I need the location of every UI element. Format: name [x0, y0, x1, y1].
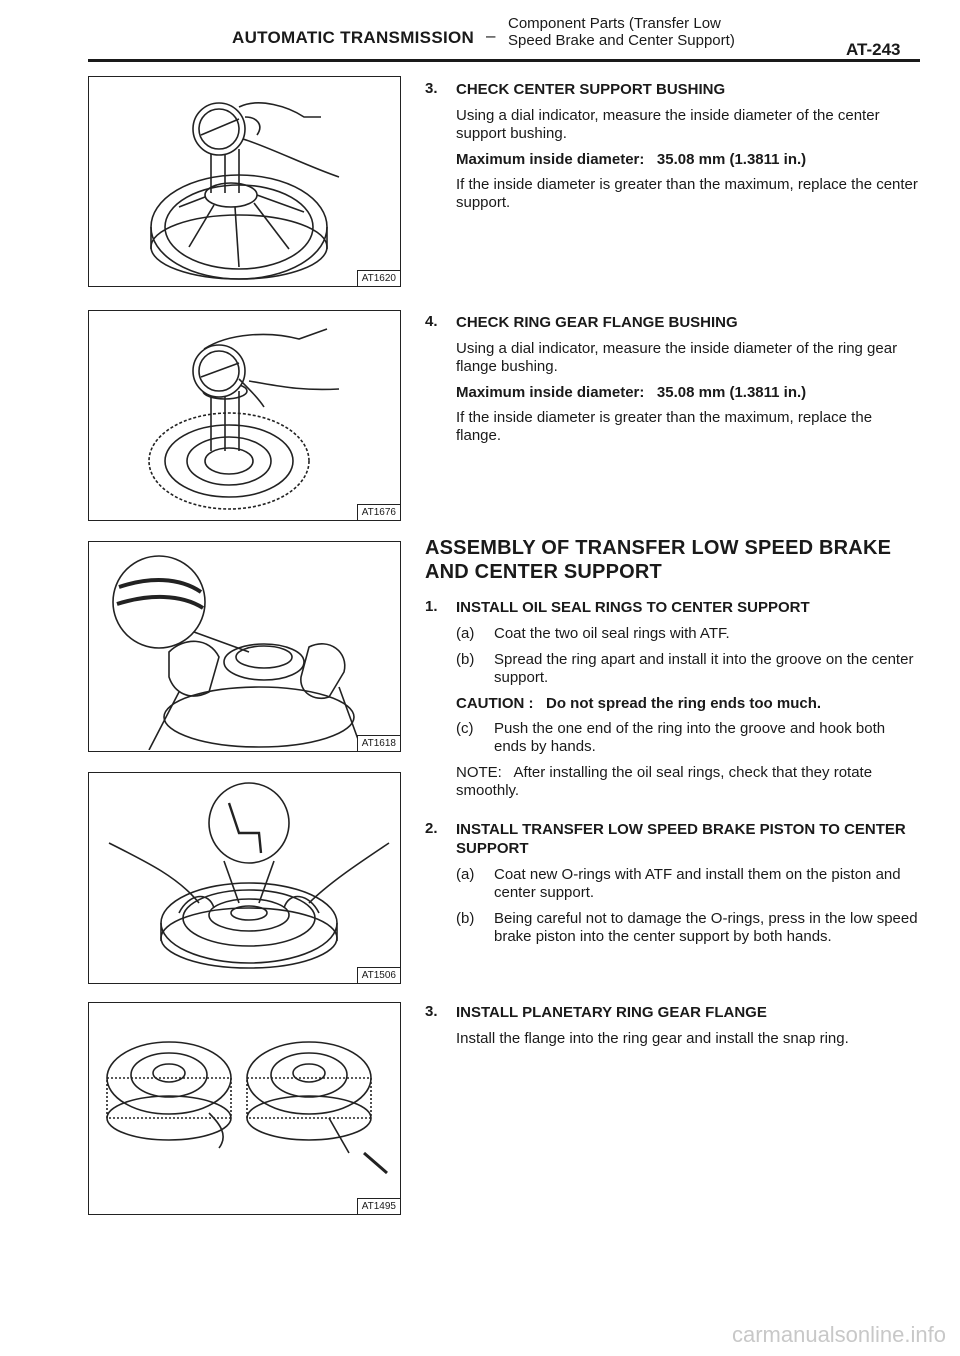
figure-code: AT1620	[357, 270, 400, 286]
substep-label: (a)	[456, 866, 475, 883]
figure-code: AT1618	[357, 735, 400, 751]
step-number: 3.	[425, 1003, 438, 1020]
step-number: 4.	[425, 313, 438, 330]
step-title: INSTALL OIL SEAL RINGS TO CENTER SUPPORT	[456, 599, 810, 616]
header-subtitle-line2: Speed Brake and Center Support)	[508, 32, 735, 49]
step-title: CHECK CENTER SUPPORT BUSHING	[456, 81, 726, 98]
substep-text: Coat new O-rings with ATF and install them on the piston and center support.	[494, 866, 901, 901]
section-title-line1: ASSEMBLY OF TRANSFER LOW SPEED BRAKE	[425, 537, 892, 559]
figure-code: AT1495	[357, 1198, 400, 1214]
substep-text: Spread the ring apart and install it into the groove on the center support.	[494, 651, 914, 686]
substep-label: (a)	[456, 625, 475, 642]
ring-gear-flange-snap-ring-illustration	[89, 1003, 399, 1213]
step-check-center-support-bushing	[425, 80, 920, 212]
note-label: NOTE:	[456, 764, 502, 781]
spec-line	[456, 151, 920, 168]
substep-b	[456, 910, 920, 946]
spec-label: Maximum inside diameter:	[456, 151, 645, 168]
header-section-title: AUTOMATIC TRANSMISSION	[232, 28, 475, 47]
substep-text: Being careful not to damage the O-rings, press in the low speed brake piston into the center support by both hands.	[494, 910, 918, 945]
step-number: 3.	[425, 80, 438, 97]
page-number: AT-243	[846, 40, 901, 59]
figure-center-support-bushing	[88, 76, 401, 287]
caution-line	[456, 695, 920, 712]
header-subtitle-line1: Component Parts (Transfer Low	[508, 15, 721, 32]
substep-text: Push the one end of the ring into the groove and hook both ends by hands.	[494, 720, 886, 755]
substep-a	[456, 625, 920, 643]
substep-a	[456, 866, 920, 902]
section-title	[425, 536, 920, 584]
step-install-oil-seal-rings	[425, 598, 920, 800]
step-title: INSTALL PLANETARY RING GEAR FLANGE	[456, 1004, 767, 1021]
substep-label: (b)	[456, 651, 475, 668]
spec-value: 35.08 mm (1.3811 in.)	[656, 384, 807, 401]
substep-label: (b)	[456, 910, 475, 927]
substep-label: (c)	[456, 720, 474, 737]
note-text: After installing the oil seal rings, check that they rotate smoothly.	[456, 764, 873, 799]
substep-text: Coat the two oil seal rings with ATF.	[494, 625, 730, 642]
spec-label: Maximum inside diameter:	[456, 384, 645, 401]
step-text: Using a dial indicator, measure the inside diameter of the ring gear flange bushing.	[456, 340, 898, 375]
brake-piston-installation-illustration	[89, 773, 399, 982]
step-title: CHECK RING GEAR FLANGE BUSHING	[456, 314, 738, 331]
step-install-brake-piston	[425, 820, 920, 946]
section-title-line2: AND CENTER SUPPORT	[425, 561, 662, 583]
step-title: INSTALL TRANSFER LOW SPEED BRAKE PISTON TO CENTER SUPPORT	[456, 821, 906, 857]
substep-c	[456, 720, 920, 756]
step-text: If the inside diameter is greater than the maximum, replace the flange.	[456, 409, 873, 444]
step-install-ring-gear-flange	[425, 1003, 920, 1048]
step-number: 2.	[425, 820, 438, 837]
header-subtitle	[508, 15, 735, 49]
spec-value: 35.08 mm (1.3811 in.)	[656, 151, 807, 168]
step-text: Using a dial indicator, measure the inside diameter of the center support bushing.	[456, 107, 880, 142]
header-rule	[88, 59, 920, 62]
step-number: 1.	[425, 598, 438, 615]
figure-code: AT1506	[357, 967, 400, 983]
note-line	[456, 764, 920, 800]
header-dash: –	[486, 26, 496, 45]
step-text: If the inside diameter is greater than the maximum, replace the center support.	[456, 176, 918, 211]
caution-label: CAUTION :	[456, 695, 534, 712]
dial-indicator-center-support-illustration	[89, 77, 399, 285]
figure-oil-seal-rings	[88, 541, 401, 752]
substep-b	[456, 651, 920, 687]
step-check-ring-gear-flange-bushing	[425, 313, 920, 445]
caution-text: Do not spread the ring ends too much.	[546, 695, 822, 712]
spec-line	[456, 384, 920, 401]
figure-code: AT1676	[357, 504, 400, 520]
oil-seal-ring-installation-illustration	[89, 542, 399, 750]
page-header	[0, 0, 960, 70]
figure-brake-piston	[88, 772, 401, 984]
figure-ring-gear-flange	[88, 1002, 401, 1215]
dial-indicator-ring-gear-flange-illustration	[89, 311, 399, 519]
figure-ring-gear-flange-bushing	[88, 310, 401, 521]
watermark: carmanualsonline.info	[731, 1322, 946, 1347]
step-text: Install the flange into the ring gear and install the snap ring.	[456, 1030, 849, 1047]
